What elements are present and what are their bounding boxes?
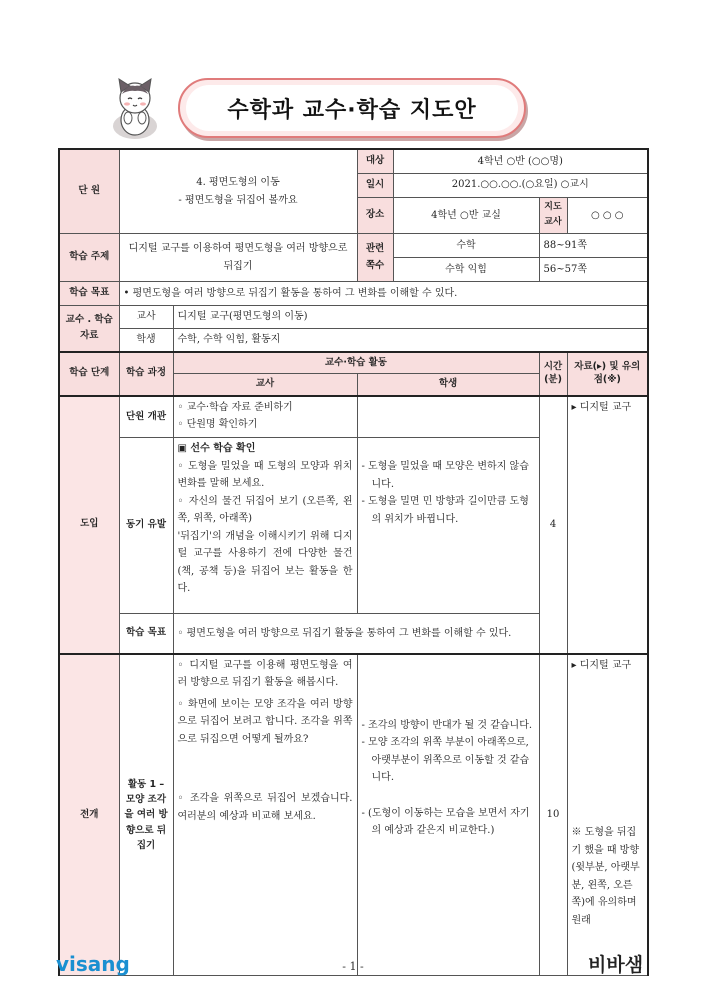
related-label: 관련 쪽수 [357, 234, 393, 282]
topic-label: 학습 주제 [59, 234, 119, 282]
goal-label: 학습 목표 [59, 282, 119, 306]
goal-value: • 평면도형을 여러 방향으로 뒤집기 활동을 통하여 그 변화를 이해할 수 있다. [119, 282, 648, 306]
develop-notes-top: ▸ 디지털 교구 [571, 659, 632, 671]
target-value: 4학년 ○반 (○○명) [393, 149, 648, 173]
develop-student-2: - 모양 조각의 위쪽 부분이 아래쪽으로, 아랫부분이 위쪽으로 이동할 것 같습니다. [361, 737, 530, 784]
develop-student [357, 654, 539, 976]
place-value: 4학년 ○반 교실 [393, 197, 539, 234]
materials-who-student: 학생 [119, 329, 173, 352]
materials-who-teacher: 교사 [119, 306, 173, 329]
lesson-plan-table [58, 148, 649, 976]
header-student: 학생 [357, 374, 539, 396]
develop-time: 10 [539, 654, 567, 976]
intro-stage: 도입 [59, 396, 119, 654]
develop-student-1: - 조각의 방향이 반대가 될 것 같습니다. [361, 719, 533, 731]
develop-process: 활동 1 – 모양 조각을 여러 방향으로 뒤집기 [119, 654, 173, 976]
header-notes: 자료(▸) 및 유의점(※) [567, 352, 648, 396]
intro-goal-content: ◦ 평면도형을 여러 방향으로 뒤집기 활동을 통하여 그 변화를 이해할 수 있다. [173, 614, 539, 654]
header-teacher: 교사 [173, 374, 357, 396]
develop-notes-bottom: ※ 도형을 뒤집기 했을 때 방향(윗부분, 아랫부분, 왼쪽, 오른쪽)에 유의하며 원래 [571, 827, 640, 926]
unit-line2: - 평면도형을 뒤집어 볼까요 [178, 194, 298, 206]
intro-motivation-teacher-2: ◦ 자신의 물건 뒤집어 보기 (오른쪽, 왼쪽, 위쪽, 아래쪽) [177, 495, 353, 525]
intro-notes: ▸ 디지털 교구 [567, 396, 648, 654]
header-activity: 교수·학습 활동 [173, 352, 539, 374]
topic-value: 디지털 교구를 이용하여 평면도형을 여러 방향으로 뒤집기 [119, 234, 357, 282]
intro-overview-teacher [173, 396, 357, 438]
materials-label: 교수 . 학습 자료 [59, 306, 119, 352]
intro-motivation-student [357, 438, 539, 614]
develop-teacher-1: ◦ 디지털 교구를 이용해 평면도형을 여러 방향으로 뒤집기 활동을 해봅시다. [177, 659, 353, 689]
related-pages-1: 88~91쪽 [539, 234, 648, 258]
intro-motivation-teacher [173, 438, 357, 614]
unit-label: 단 원 [59, 149, 119, 234]
cat-mascot-illustration [104, 76, 166, 140]
intro-motivation-teacher-1: ◦ 도형을 밀었을 때 도형의 모양과 위치 변화를 말해 보세요. [177, 460, 353, 490]
intro-overview-student [357, 396, 539, 438]
header-time: 시간 (분) [539, 352, 567, 396]
unit-line1: 4. 평면도형의 이동 [196, 177, 280, 188]
intro-motivation-student-2: - 도형을 밀면 민 방향과 길이만큼 도형의 위치가 바뀝니다. [361, 496, 529, 525]
intro-overview-teacher-1: ◦ 교수·학습 자료 준비하기 [177, 401, 293, 413]
intro-motivation-student-1: - 도형을 밀었을 때 모양은 변하지 않습니다. [361, 461, 529, 490]
develop-notes [567, 654, 648, 976]
related-book-1: 수학 [393, 234, 539, 258]
place-label: 장소 [357, 197, 393, 234]
materials-items-teacher: 디지털 교구(평면도형의 이동) [173, 306, 648, 329]
date-value: 2021.○○.○○.(○요일) ○교시 [393, 173, 648, 197]
teacher-label: 지도 교사 [539, 197, 567, 234]
intro-motivation-teacher-3: '뒤집기'의 개념을 이해시키기 위해 디지털 교구를 사용하기 전에 다양한 물건(책, 공책 등)을 뒤집어 보는 활동을 한다. [177, 530, 353, 595]
intro-motivation-process: 동기 유발 [119, 438, 173, 614]
page-number: - 1 - [342, 960, 364, 973]
page-title: 수학과 교수·학습 지도안 [186, 85, 518, 131]
materials-items-student: 수학, 수학 익힘, 활동지 [173, 329, 648, 352]
vivasam-logo: 비바샘 [588, 954, 644, 976]
develop-teacher [173, 654, 357, 976]
header-stage: 학습 단계 [59, 352, 119, 396]
unit-value [119, 149, 357, 234]
visang-logo: visang [56, 952, 130, 976]
related-pages-2: 56~57쪽 [539, 258, 648, 282]
develop-student-3: - (도형이 이동하는 모습을 보면서 자기의 예상과 같은지 비교한다.) [361, 807, 530, 837]
develop-stage: 전개 [59, 654, 119, 976]
intro-overview-teacher-2: ◦ 단원명 확인하기 [177, 419, 258, 431]
intro-overview-process: 단원 개관 [119, 396, 173, 438]
date-label: 일시 [357, 173, 393, 197]
teacher-value: ○ ○ ○ [567, 197, 648, 234]
develop-teacher-3: ◦ 조각을 위쪽으로 뒤집어 보겠습니다. 여러분의 예상과 비교해 보세요. [177, 793, 353, 822]
intro-goal-process: 학습 목표 [119, 614, 173, 654]
intro-time: 4 [539, 396, 567, 654]
title-banner [178, 78, 526, 138]
develop-teacher-2: ◦ 화면에 보이는 모양 조각을 여러 방향으로 뒤집어 보려고 합니다. 조각을 위쪽으로 뒤집으면 어떻게 될까요? [177, 698, 353, 745]
header-process: 학습 과정 [119, 352, 173, 396]
related-book-2: 수학 익힘 [393, 258, 539, 282]
intro-motivation-heading: ▣ 선수 학습 확인 [177, 443, 256, 455]
target-label: 대상 [357, 149, 393, 173]
